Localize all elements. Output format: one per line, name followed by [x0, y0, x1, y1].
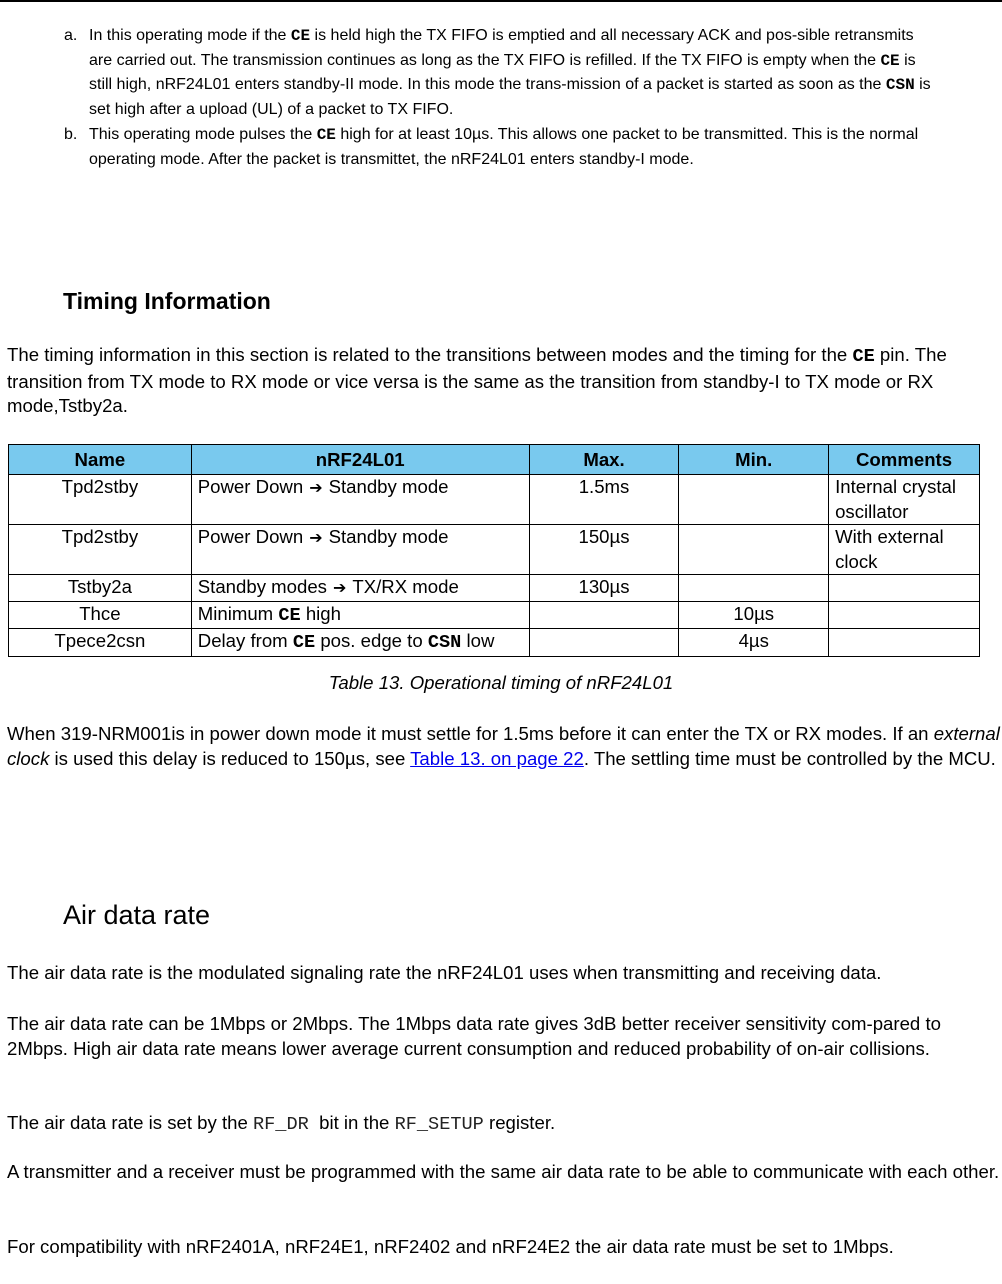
table-row	[9, 601, 980, 629]
section-heading-timing: Timing Information	[63, 288, 271, 314]
cell-comments: With external clock	[829, 525, 980, 575]
rf-setup-code: RF_SETUP	[394, 1114, 484, 1135]
list-item-b	[64, 123, 934, 171]
air-paragraph-2: The air data rate can be 1Mbps or 2Mbps. The 1Mbps data rate gives 3dB better receiver sensitivity com-pared to 2Mbps. High air data rate means lower average current consumption and reduced probability of on-air collisions.	[7, 1013, 941, 1059]
table-13-link[interactable]: Table 13. on page 22	[410, 747, 584, 769]
table-row	[9, 629, 980, 657]
para-text: register.	[483, 1112, 556, 1133]
para-text: The air data rate is set by the	[7, 1112, 253, 1133]
ce-code: CE	[278, 604, 301, 626]
operating-mode-list	[64, 24, 934, 171]
csn-code: CSN	[427, 632, 462, 653]
cell-description	[191, 575, 529, 602]
table-header-row	[9, 445, 980, 475]
list-text: high for at least 10µs. This allows one packet to be transmitted. This is the normal operating mode. After the packet is transmittet, the nRF24L01 enters standby-I mode.	[89, 126, 919, 168]
desc-text: Standby modes	[197, 576, 327, 597]
desc-text: TX/RX mode	[352, 576, 459, 597]
para-text: When 319-NRM001is in power down mode it must settle for 1.5ms before it can enter the TX or RX modes. If an	[7, 723, 934, 744]
timing-table	[8, 444, 980, 657]
cell-min: 4µs	[679, 629, 829, 657]
column-header-comments: Comments	[829, 445, 980, 475]
cell-name: Tpd2stby	[9, 475, 192, 525]
para-text: is used this delay is reduced to 150µs, see	[49, 747, 411, 769]
timing-intro-paragraph	[7, 343, 1002, 419]
cell-description	[191, 601, 529, 629]
list-marker-b: b.	[64, 126, 78, 143]
cell-comments	[829, 601, 980, 629]
table-caption: Table 13. Operational timing of nRF24L01	[328, 672, 674, 693]
cell-comments	[829, 575, 980, 602]
csn-code: CSN	[885, 76, 915, 94]
para-text: The timing information in this section is related to the transitions between modes and the timing for the	[7, 344, 853, 365]
column-header-name: Name	[9, 445, 192, 475]
arrow-right-icon: ➔	[309, 528, 323, 547]
arrow-right-icon: ➔	[309, 478, 323, 497]
cell-min	[679, 475, 829, 525]
cell-description	[191, 475, 529, 525]
cell-max: 130µs	[529, 575, 679, 602]
column-header-min: Min.	[679, 445, 829, 475]
cell-min	[679, 575, 829, 602]
list-text: In this operating mode if the	[89, 27, 291, 44]
list-item-a	[64, 24, 934, 121]
desc-text: pos. edge to	[315, 630, 428, 651]
section-heading-air-data-rate: Air data rate	[63, 900, 211, 930]
top-rule	[0, 0, 1002, 2]
cell-max	[529, 629, 679, 657]
list-text: is still high, nRF24L01 enters standby-II mode. In this mode the trans-mission of a packet is started as soon as the	[89, 51, 916, 93]
table-row	[9, 575, 980, 602]
list-text: is held high the TX FIFO is emptied and all necessary ACK and pos-sible retransmits are carried out. The transmission continues as long as the TX FIFO is refilled. If the TX FIFO is empty when the	[89, 27, 914, 69]
air-paragraph-5: For compatibility with nRF2401A, nRF24E1, nRF2402 and nRF24E2 the air data rate must be set to 1Mbps.	[7, 1236, 894, 1257]
cell-description	[191, 629, 529, 657]
desc-text: Power Down	[197, 476, 304, 497]
cell-description	[191, 525, 529, 575]
arrow-right-icon: ➔	[332, 578, 347, 597]
column-header-max: Max.	[529, 445, 679, 475]
list-text: This operating mode pulses the	[89, 126, 317, 143]
cell-comments	[829, 629, 980, 657]
column-header-nrf24l01: nRF24L01	[191, 445, 529, 475]
cell-min	[679, 525, 829, 575]
table-row	[9, 475, 980, 525]
air-paragraph-4: A transmitter and a receiver must be programmed with the same air data rate to be able to communicate with each other.	[7, 1161, 1000, 1182]
cell-min: 10µs	[679, 601, 829, 629]
ce-code: CE	[292, 632, 316, 653]
ce-code: CE	[880, 51, 900, 70]
desc-text: Delay from	[197, 630, 293, 651]
cell-name: Tpd2stby	[9, 525, 192, 575]
cell-max: 150µs	[529, 525, 679, 575]
cell-max: 1.5ms	[529, 475, 679, 525]
cell-max	[529, 601, 679, 629]
list-text: is set high after a upload (UL) of a packet to TX FIFO.	[89, 76, 931, 118]
ce-code: CE	[852, 346, 875, 367]
emphasis-text: external clock	[7, 723, 1000, 769]
desc-text: high	[300, 602, 341, 624]
cell-name: Tstby2a	[9, 575, 192, 602]
air-paragraph-3	[7, 1111, 1002, 1138]
para-text: bit in the	[308, 1112, 395, 1133]
para-text: . The settling time must be controlled by the MCU.	[583, 747, 996, 769]
ce-code: CE	[290, 27, 311, 45]
air-paragraph-1: The air data rate is the modulated signaling rate the nRF24L01 uses when transmitting and receiving data.	[7, 962, 882, 983]
para-text: pin. The transition from TX mode to RX mode or vice versa is the same as the transition from standby-I to TX mode or RX mode,Tstby2a.	[7, 344, 947, 416]
desc-text: low	[461, 630, 495, 651]
desc-text: Standby mode	[328, 476, 449, 497]
desc-text: Standby mode	[328, 526, 449, 547]
ce-code: CE	[316, 126, 336, 144]
rf-dr-code: RF_DR	[252, 1114, 309, 1135]
cell-name: Thce	[9, 601, 192, 629]
settling-paragraph	[7, 722, 1002, 771]
cell-name: Tpece2csn	[9, 629, 192, 657]
table-row	[9, 525, 980, 575]
desc-text: Power Down	[197, 526, 304, 547]
cell-comments: Internal crystal oscillator	[829, 475, 980, 525]
list-marker-a: a.	[64, 27, 78, 44]
desc-text: Minimum	[197, 602, 279, 624]
